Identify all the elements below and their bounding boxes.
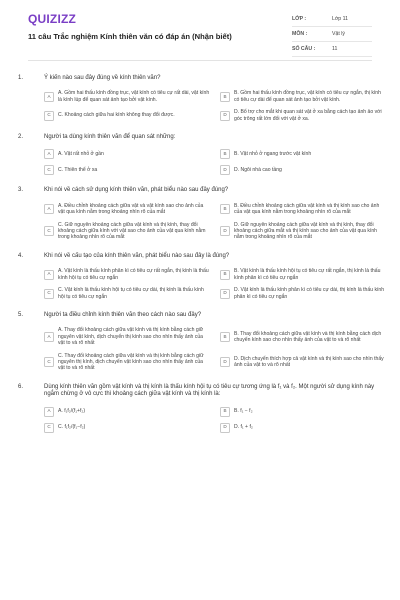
meta-value: Lớp 11 — [332, 16, 348, 22]
option-b[interactable] — [220, 268, 386, 281]
option-a[interactable] — [44, 268, 210, 281]
option-letter-badge: D — [220, 357, 230, 367]
meta-label: LỚP : — [292, 16, 307, 22]
option-letter-badge: A — [44, 332, 54, 342]
option-text: D. Dịch chuyển thích hợp cả vật kính và thị kính sao cho nhìn thấy ảnh của vật to và rõ nhất — [234, 355, 384, 369]
option-letter-badge: A — [44, 270, 54, 280]
question-number: 2. — [18, 134, 24, 141]
option-text: A. f₁f₂/(f₁+f₂) — [58, 408, 86, 415]
option-letter-badge: B — [220, 149, 230, 159]
option-b[interactable] — [220, 407, 386, 417]
option-letter-badge: A — [44, 204, 54, 214]
option-text: D. Ngôi nhà cao tầng — [234, 167, 282, 174]
option-text: A. Gồm hai thấu kính đồng trục, vật kính có tiêu cự rất dài, vật kính là kính lúp để quan sát ảnh tạo bởi vật kính. — [58, 90, 210, 103]
option-b[interactable] — [220, 327, 386, 346]
option-letter-badge: C — [44, 111, 54, 121]
option-letter-badge: D — [220, 111, 230, 121]
option-text: A. Vật rất nhỏ ở gần — [58, 151, 104, 158]
question-number: 3. — [18, 187, 24, 194]
question-text: Ý kiến nào sau đây đúng về kính thiên văn? — [44, 75, 161, 81]
question-text: Khi nói về cách sử dụng kính thiên văn, phát biểu nào sau đây đúng? — [44, 187, 229, 194]
option-c[interactable] — [44, 287, 210, 300]
question-text: Khi nói về cấu tạo của kính thiên văn, phát biểu nào sau đây là đúng? — [44, 252, 230, 259]
option-text: B. Vật nhỏ ở ngang trước vật kính — [234, 151, 312, 158]
option-letter-badge: A — [44, 407, 54, 417]
meta-value: Vật lý — [332, 31, 345, 37]
option-letter-badge: B — [220, 204, 230, 214]
option-letter-badge: B — [220, 407, 230, 417]
option-grid — [14, 90, 386, 122]
option-letter-badge: B — [220, 92, 230, 102]
question-number: 1. — [18, 75, 24, 81]
option-text: A. Thay đổi khoảng cách giữa vật kính và thị kính bằng cách giữ nguyên vật kính, dịch chuyển thị kính sao cho nhìn thấy ảnh của vật to và rõ nhất — [58, 327, 204, 347]
meta-table — [292, 12, 372, 57]
option-b[interactable] — [220, 90, 386, 103]
quizizz-logo: QUIZIZZ — [28, 12, 77, 26]
option-text: C. f₁f₂/(f₁−f₂) — [58, 424, 86, 431]
option-grid — [14, 203, 386, 241]
question-header — [14, 384, 386, 399]
option-text: B. Điều chỉnh khoảng cách giữa vật kính và thị kính sao cho ảnh của vật qua kính nằm trong khoảng nhìn rõ của mắt — [234, 202, 380, 216]
option-text: C. Thiên thể ở xa — [58, 167, 98, 174]
page-title: 11 câu Trắc nghiệm Kính thiên văn có đáp án (Nhận biết) — [28, 32, 232, 41]
question-list — [14, 61, 386, 433]
option-letter-badge: C — [44, 226, 54, 236]
question-item — [14, 187, 386, 240]
option-d[interactable] — [220, 109, 386, 122]
question-item — [14, 253, 386, 300]
question-item — [14, 312, 386, 372]
option-d[interactable] — [220, 165, 386, 175]
option-c[interactable] — [44, 222, 210, 241]
option-text: D. Vật kính là thấu kính phân kì có tiêu cự dài, thị kính là thấu kính phân kì có tiêu cự ngắn — [234, 287, 385, 300]
option-letter-badge: D — [220, 289, 230, 299]
worksheet-header — [14, 0, 386, 60]
option-text: A. Vật kính là thấu kính phân kì có tiêu cự rất ngắn, thị kính là thấu kính hội tụ có tiêu cự ngắn — [58, 268, 209, 281]
option-letter-badge: C — [44, 357, 54, 367]
option-d[interactable] — [220, 353, 386, 372]
option-text: B. Vật kính là thấu kính hội tụ có tiêu cự rất ngắn, thị kính là thấu kính phân kì có tiêu cự ngắn — [234, 268, 381, 281]
option-a[interactable] — [44, 327, 210, 346]
meta-row-subject — [292, 27, 372, 42]
option-text: C. Khoảng cách giữa hai kính không thay đổi được. — [58, 112, 175, 119]
option-grid — [14, 327, 386, 371]
option-letter-badge: D — [220, 226, 230, 236]
option-text: C. Vật kính là thấu kính hội tụ có tiêu cự dài, thị kính là thấu kính hội tụ có tiêu cự ngắn — [58, 287, 204, 300]
option-letter-badge: A — [44, 149, 54, 159]
option-text: B. Thay đổi khoảng cách giữa vật kính và thị kính bằng cách dịch chuyển kính sao cho nhìn thấy ảnh của vật to và rõ nhất — [234, 330, 382, 343]
option-c[interactable] — [44, 109, 210, 122]
option-a[interactable] — [44, 149, 210, 159]
option-a[interactable] — [44, 90, 210, 103]
option-c[interactable] — [44, 423, 210, 433]
option-text: D. Bổ trợ cho mắt khi quan sát vật ở xa bằng cách tạo ảnh ảo với góc trông rất lớn đối với vật ở xa. — [234, 109, 382, 122]
question-header — [14, 253, 386, 260]
question-number: 4. — [18, 252, 24, 259]
meta-value: 11 — [332, 46, 338, 52]
option-letter-badge: D — [220, 165, 230, 175]
option-text: D. f₁ + f₂ — [234, 424, 253, 431]
meta-label: SỐ CÂU : — [292, 46, 316, 52]
option-text: B. Gồm hai thấu kính đồng trục, vật kính có tiêu cự ngắn, thị kính có tiêu cự dài để quan sát ảnh tạo bởi vật kính. — [234, 90, 381, 103]
option-text: C. Thay đổi khoảng cách giữa vật kính và thị kính bằng cách giữ nguyên thị kính, dịch chuyển vật kính sao cho nhìn thấy ảnh của vật to và rõ nhất — [58, 352, 204, 372]
option-c[interactable] — [44, 353, 210, 372]
question-text: Người ta dùng kính thiên văn để quan sát những: — [44, 134, 176, 141]
option-grid — [14, 268, 386, 300]
question-item — [14, 134, 386, 175]
question-number: 6. — [18, 383, 24, 390]
meta-row-class — [292, 12, 372, 27]
option-a[interactable] — [44, 203, 210, 216]
option-a[interactable] — [44, 407, 210, 417]
question-item — [14, 75, 386, 122]
option-b[interactable] — [220, 203, 386, 216]
option-d[interactable] — [220, 222, 386, 241]
option-text: A. Điều chỉnh khoảng cách giữa vật và vật kính sao cho ảnh của vật qua kính nằm trong khoảng nhìn rõ của mắt — [58, 202, 204, 216]
option-letter-badge: C — [44, 423, 54, 433]
option-letter-badge: B — [220, 270, 230, 280]
meta-row-count — [292, 42, 372, 57]
option-grid — [14, 407, 386, 433]
question-header — [14, 75, 386, 82]
option-d[interactable] — [220, 423, 386, 433]
option-letter-badge: A — [44, 92, 54, 102]
question-header — [14, 187, 386, 194]
option-grid — [14, 149, 386, 175]
option-d[interactable] — [220, 287, 386, 300]
option-c[interactable] — [44, 165, 210, 175]
question-item — [14, 384, 386, 433]
option-text: C. Giữ nguyên khoảng cách giữa vật kính và thị kính, thay đổi khoảng cách giữa kính với vật sao cho ảnh của vật qua kính nằm trong khoảng nhìn rõ của mắt — [58, 221, 206, 241]
question-number: 5. — [18, 311, 24, 318]
option-text: B. f₁ − f₂ — [234, 408, 253, 415]
question-text: Dùng kính thiên văn gồm vật kính và thị kính là thấu kính hội tụ có tiêu cự tương ứng là f₁ và f₂. Một người sử dụng kính này ngắm chừng ở vô cực thì khoảng cách giữa vật kính và thị kính là: — [44, 383, 375, 398]
meta-label: MÔN : — [292, 31, 308, 37]
option-letter-badge: B — [220, 332, 230, 342]
question-text: Người ta điều chỉnh kính thiên văn theo cách nào sau đây? — [44, 311, 202, 318]
option-letter-badge: C — [44, 289, 54, 299]
option-letter-badge: D — [220, 423, 230, 433]
question-header — [14, 134, 386, 141]
option-b[interactable] — [220, 149, 386, 159]
option-text: D. Giữ nguyên khoảng cách giữa vật kính và thị kính, thay đổi khoảng cách giữa mắt và thị kính sao cho ảnh của vật qua kính nằm trong khoảng nhìn rõ của mắt — [234, 221, 378, 241]
question-header — [14, 312, 386, 319]
option-letter-badge: C — [44, 165, 54, 175]
